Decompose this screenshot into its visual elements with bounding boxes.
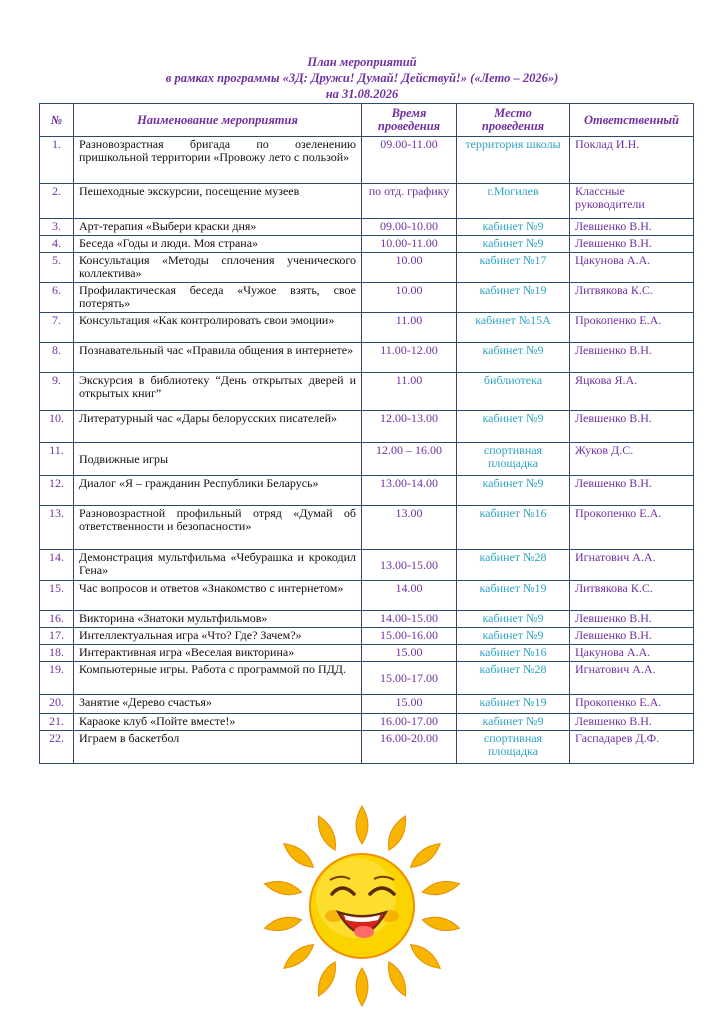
- sun-ray: [280, 839, 317, 872]
- sun-ray: [383, 813, 410, 852]
- column-header-number: №: [40, 104, 74, 137]
- row-number: 14.: [40, 550, 74, 581]
- sun-ray: [263, 878, 303, 898]
- event-name: Познавательный час «Правила общения в интернете»: [74, 343, 362, 373]
- event-place: кабинет №9: [457, 236, 570, 253]
- event-time: 15.00: [362, 695, 457, 714]
- event-name: Демонстрация мультфильма «Чебурашка и крокодил Гена»: [74, 550, 362, 581]
- sun-ray: [280, 940, 317, 973]
- event-place: кабинет №19: [457, 695, 570, 714]
- table-row: [40, 645, 694, 662]
- event-responsible: Литвякова К.С.: [570, 581, 694, 611]
- table-row: [40, 695, 694, 714]
- table-header-row: [40, 104, 694, 137]
- event-name: Интерактивная игра «Веселая викторина»: [74, 645, 362, 662]
- event-time: 10.00: [362, 253, 457, 283]
- row-number: 12.: [40, 476, 74, 506]
- event-time: 10.00: [362, 283, 457, 313]
- event-responsible: Левшенко В.Н.: [570, 219, 694, 236]
- table-row: [40, 714, 694, 731]
- event-name: Компьютерные игры. Работа с программой по ПДД.: [74, 662, 362, 695]
- table-row: [40, 411, 694, 443]
- sun-ray: [356, 806, 368, 844]
- event-time: 16.00-20.00: [362, 731, 457, 764]
- table-row: [40, 343, 694, 373]
- table-row: [40, 373, 694, 411]
- event-time: 09.00-10.00: [362, 219, 457, 236]
- sun-ray: [407, 839, 444, 872]
- row-number: 21.: [40, 714, 74, 731]
- event-place: кабинет №16: [457, 506, 570, 550]
- row-number: 17.: [40, 628, 74, 645]
- event-name: Интеллектуальная игра «Что? Где? Зачем?»: [74, 628, 362, 645]
- event-responsible: Прокопенко Е.А.: [570, 695, 694, 714]
- row-number: 10.: [40, 411, 74, 443]
- event-time: 09.00-11.00: [362, 137, 457, 184]
- event-name: Экскурсия в библиотеку “День открытых дверей и открытых книг”: [74, 373, 362, 411]
- row-number: 9.: [40, 373, 74, 411]
- event-name: Профилактическая беседа «Чужое взять, свое потерять»: [74, 283, 362, 313]
- table-row: [40, 443, 694, 476]
- event-name: Викторина «Знатоки мультфильмов»: [74, 611, 362, 628]
- event-time: 11.00-12.00: [362, 343, 457, 373]
- plan-title: [0, 54, 724, 102]
- event-name: Играем в баскетбол: [74, 731, 362, 764]
- table-row: [40, 628, 694, 645]
- event-responsible: Цакунова А.А.: [570, 253, 694, 283]
- event-responsible: Классные руководители: [570, 184, 694, 219]
- event-place: кабинет №9: [457, 343, 570, 373]
- event-responsible: Игнатович А.А.: [570, 662, 694, 695]
- table-row: [40, 253, 694, 283]
- table-row: [40, 236, 694, 253]
- event-place: кабинет №9: [457, 611, 570, 628]
- event-time: 11.00: [362, 313, 457, 343]
- row-number: 6.: [40, 283, 74, 313]
- event-place: кабинет №9: [457, 476, 570, 506]
- column-header-event: Наименование мероприятия: [74, 104, 362, 137]
- sun-ray: [356, 968, 368, 1006]
- title-line-2: в рамках программы «3Д: Дружи! Думай! Действуй!» («Лето – 2026»): [165, 71, 559, 85]
- event-name: Арт-терапия «Выбери краски дня»: [74, 219, 362, 236]
- event-name: Диалог «Я – гражданин Республики Беларусь»: [74, 476, 362, 506]
- events-table: [39, 103, 694, 764]
- row-number: 16.: [40, 611, 74, 628]
- event-responsible: Гаспадарев Д.Ф.: [570, 731, 694, 764]
- table-row: [40, 283, 694, 313]
- row-number: 5.: [40, 253, 74, 283]
- table-row: [40, 550, 694, 581]
- event-name: Консультация «Методы сплочения ученического коллектива»: [74, 253, 362, 283]
- event-place: кабинет №19: [457, 283, 570, 313]
- event-time: 10.00-11.00: [362, 236, 457, 253]
- event-time: 12.00 – 16.00: [362, 443, 457, 476]
- table-row: [40, 184, 694, 219]
- event-time: 12.00-13.00: [362, 411, 457, 443]
- event-place: кабинет №9: [457, 219, 570, 236]
- row-number: 22.: [40, 731, 74, 764]
- event-place: кабинет №15А: [457, 313, 570, 343]
- tongue: [354, 926, 374, 938]
- event-responsible: Левшенко В.Н.: [570, 611, 694, 628]
- table-row: [40, 731, 694, 764]
- row-number: 7.: [40, 313, 74, 343]
- event-responsible: Поклад И.Н.: [570, 137, 694, 184]
- event-time: 16.00-17.00: [362, 714, 457, 731]
- event-place: кабинет №19: [457, 581, 570, 611]
- event-name: Пешеходные экскурсии, посещение музеев: [74, 184, 362, 219]
- smiling-sun-icon: [256, 800, 468, 1012]
- event-place: кабинет №9: [457, 714, 570, 731]
- table-row: [40, 476, 694, 506]
- row-number: 4.: [40, 236, 74, 253]
- row-number: 8.: [40, 343, 74, 373]
- event-time: 13.00-15.00: [362, 550, 457, 581]
- event-name: Караоке клуб «Пойте вместе!»: [74, 714, 362, 731]
- table-row: [40, 611, 694, 628]
- event-time: по отд. графику: [362, 184, 457, 219]
- row-number: 19.: [40, 662, 74, 695]
- table-row: [40, 219, 694, 236]
- event-place: кабинет №28: [457, 662, 570, 695]
- event-place: кабинет №28: [457, 550, 570, 581]
- event-responsible: Левшенко В.Н.: [570, 236, 694, 253]
- event-place: спортивная площадка: [457, 443, 570, 476]
- row-number: 1.: [40, 137, 74, 184]
- table-row: [40, 506, 694, 550]
- sun-ray: [421, 914, 461, 934]
- event-responsible: Прокопенко Е.А.: [570, 506, 694, 550]
- event-time: 14.00: [362, 581, 457, 611]
- event-name: Занятие «Дерево счастья»: [74, 695, 362, 714]
- event-name: Консультация «Как контролировать свои эмоции»: [74, 313, 362, 343]
- event-place: кабинет №17: [457, 253, 570, 283]
- event-name: Разновозрастной профильный отряд «Думай об ответственности и безопасности»: [74, 506, 362, 550]
- event-time: 13.00: [362, 506, 457, 550]
- title-line-3: на 31.08.2026: [325, 87, 399, 101]
- event-place: кабинет №16: [457, 645, 570, 662]
- sun-ray: [263, 914, 303, 934]
- table-row: [40, 313, 694, 343]
- event-responsible: Левшенко В.Н.: [570, 714, 694, 731]
- event-responsible: Яцкова Я.А.: [570, 373, 694, 411]
- event-place: библиотека: [457, 373, 570, 411]
- row-number: 15.: [40, 581, 74, 611]
- row-number: 11.: [40, 443, 74, 476]
- table-row: [40, 137, 694, 184]
- event-time: 15.00-16.00: [362, 628, 457, 645]
- row-number: 2.: [40, 184, 74, 219]
- column-header-place: Место проведения: [457, 104, 570, 137]
- event-place: спортивная площадка: [457, 731, 570, 764]
- sun-ray: [313, 959, 340, 998]
- event-place: кабинет №9: [457, 411, 570, 443]
- event-place: кабинет №9: [457, 628, 570, 645]
- event-name: Час вопросов и ответов «Знакомство с интернетом»: [74, 581, 362, 611]
- event-name: Разновозрастная бригада по озеленению пришкольной территории «Провожу лето с пользой»: [74, 137, 362, 184]
- table-row: [40, 581, 694, 611]
- event-responsible: Левшенко В.Н.: [570, 628, 694, 645]
- event-time: 11.00: [362, 373, 457, 411]
- sun-ray: [313, 813, 340, 852]
- column-header-time: Время проведения: [362, 104, 457, 137]
- event-time: 15.00: [362, 645, 457, 662]
- column-header-responsible: Ответственный: [570, 104, 694, 137]
- event-name: Беседа «Годы и люди. Моя страна»: [74, 236, 362, 253]
- row-number: 20.: [40, 695, 74, 714]
- event-responsible: Левшенко В.Н.: [570, 476, 694, 506]
- sun-ray: [383, 959, 410, 998]
- event-name: Литературный час «Дары белорусских писателей»: [74, 411, 362, 443]
- row-number: 18.: [40, 645, 74, 662]
- event-name: Подвижные игры: [74, 443, 362, 476]
- event-responsible: Левшенко В.Н.: [570, 343, 694, 373]
- event-responsible: Левшенко В.Н.: [570, 411, 694, 443]
- table-row: [40, 662, 694, 695]
- event-responsible: Литвякова К.С.: [570, 283, 694, 313]
- event-responsible: Цакунова А.А.: [570, 645, 694, 662]
- event-responsible: Игнатович А.А.: [570, 550, 694, 581]
- row-number: 3.: [40, 219, 74, 236]
- row-number: 13.: [40, 506, 74, 550]
- event-place: г.Могилев: [457, 184, 570, 219]
- event-place: территория школы: [457, 137, 570, 184]
- event-time: 14.00-15.00: [362, 611, 457, 628]
- event-time: 13.00-14.00: [362, 476, 457, 506]
- event-time: 15.00-17.00: [362, 662, 457, 695]
- title-line-1: План мероприятий: [307, 55, 417, 69]
- sun-ray: [421, 878, 461, 898]
- event-responsible: Жуков Д.С.: [570, 443, 694, 476]
- sun-ray: [407, 940, 444, 973]
- event-responsible: Прокопенко Е.А.: [570, 313, 694, 343]
